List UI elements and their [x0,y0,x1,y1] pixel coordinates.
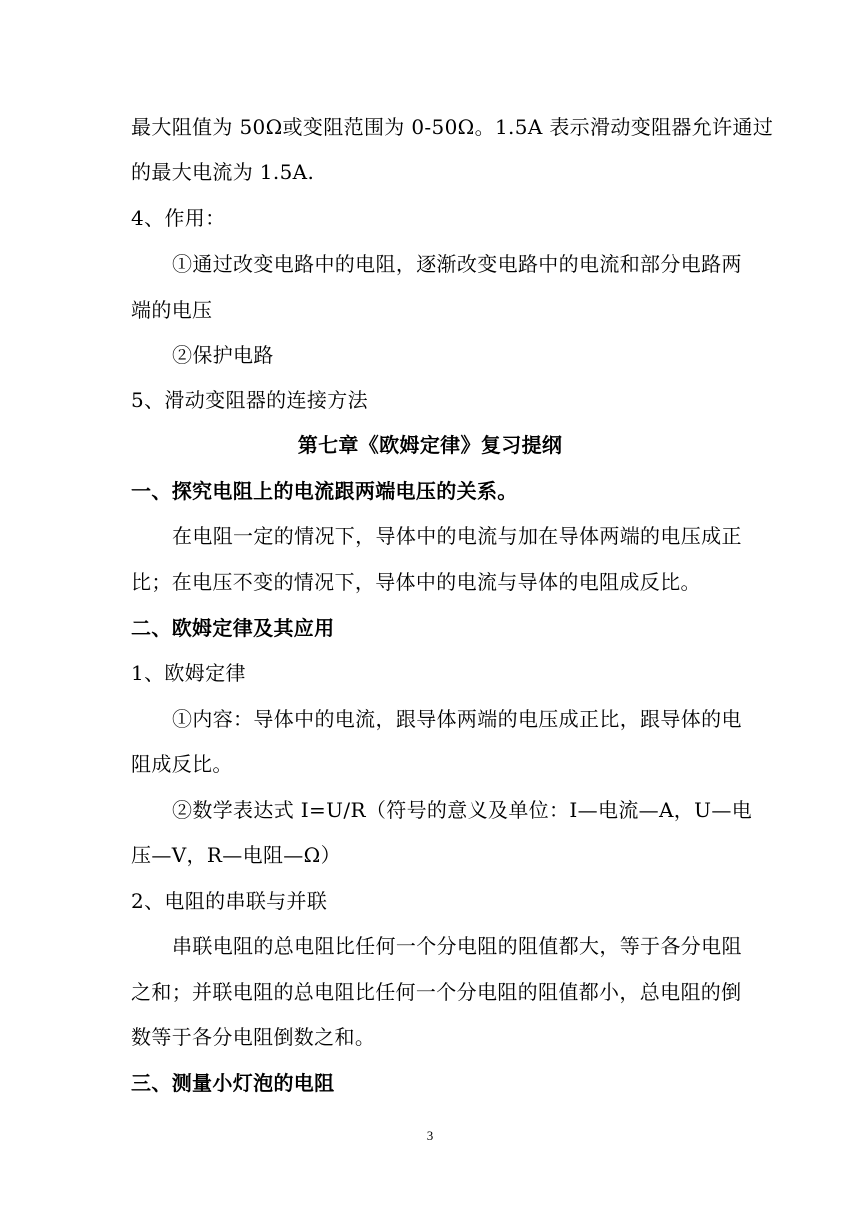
text-line: 最大阻值为 50Ω或变阻范围为 0-50Ω。1.5A 表示滑动变阻器允许通过 [131,115,774,139]
section-heading: 5、滑动变阻器的连接方法 [131,388,368,412]
text-line: ①通过改变电路中的电阻，逐渐改变电路中的电流和部分电路两 [172,252,742,276]
text-line: ①内容：导体中的电流，跟导体两端的电压成正比，跟导体的电 [172,707,742,731]
text-line: ②数学表达式 I=U/R（符号的意义及单位：I—电流—A，U—电 [172,798,753,822]
section-heading: 三、测量小灯泡的电阻 [131,1071,335,1095]
section-heading: 4、作用： [131,206,226,230]
text-line: 之和；并联电阻的总电阻比任何一个分电阻的阻值都小，总电阻的倒 [131,980,742,1004]
section-heading: 一、探究电阻上的电流跟两端电压的关系。 [131,479,518,503]
text-line: 的最大电流为 1.5A. [131,160,315,184]
section-heading: 二、欧姆定律及其应用 [131,616,335,640]
text-line: 端的电压 [131,298,213,322]
text-line: 数等于各分电阻倒数之和。 [131,1025,376,1049]
subsection-heading: 1、欧姆定律 [131,661,246,685]
subsection-heading: 2、电阻的串联与并联 [131,889,328,913]
text-line: 比；在电压不变的情况下，导体中的电流与导体的电阻成反比。 [131,570,701,594]
chapter-title: 第七章《欧姆定律》复习提纲 [297,433,563,457]
text-line: ②保护电路 [172,343,274,367]
text-line: 阻成反比。 [131,752,233,776]
page-number: 3 [426,1128,434,1143]
text-line: 在电阻一定的情况下，导体中的电流与加在导体两端的电压成正 [172,524,742,548]
text-line: 压—V，R—电阻—Ω） [131,843,341,867]
text-line: 串联电阻的总电阻比任何一个分电阻的阻值都大，等于各分电阻 [172,934,742,958]
